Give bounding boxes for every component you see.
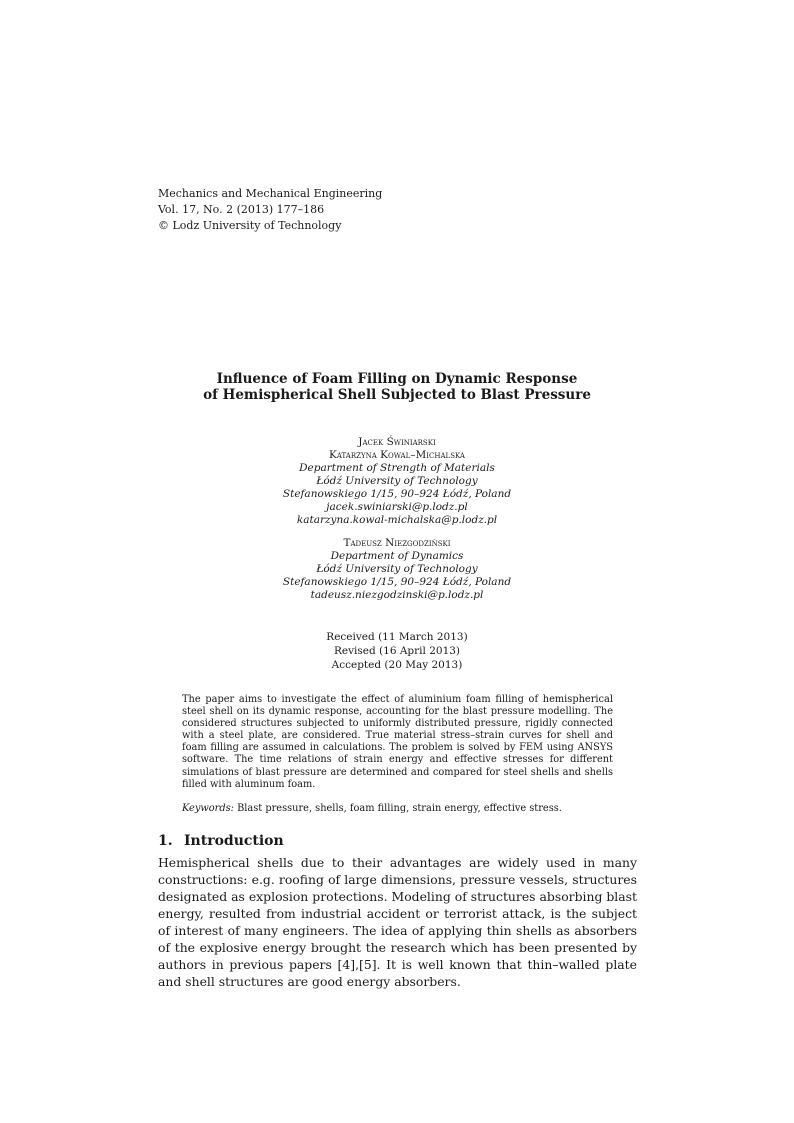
paper-title: [0, 371, 794, 403]
keywords-text: Blast pressure, shells, foam filling, strain energy, effective stress.: [237, 803, 562, 814]
section-number: 1.: [158, 833, 173, 849]
author-university: Łódź University of Technology: [316, 475, 478, 487]
author-department: Department of Strength of Materials: [299, 462, 495, 474]
submission-dates: [0, 630, 794, 672]
author-email: katarzyna.kowal-michalska@p.lodz.pl: [296, 514, 498, 526]
author-address: Stefanowskiego 1/15, 90–924 Łódź, Poland: [282, 488, 512, 500]
author-university: Łódź University of Technology: [316, 563, 478, 575]
revised-date: Revised (16 April 2013): [333, 645, 461, 657]
title-line-1: Influence of Foam Filling on Dynamic Response: [216, 371, 578, 387]
abstract: The paper aims to investigate the effect of aluminium foam filling of hemispherical steel shell on its dynamic response, accounting for the blast pressure modelling. The considered structures subjected to uniformly distributed pressure, rigidly connected with a steel plate, are considered. True material stress–strain curves for shell and foam filling are assumed in calculations. The problem is solved by FEM using ANSYS software. The time relations of strain energy and effective stresses for different simulations of blast pressure are determined and compared for steel shells and shells filled with aluminum foam.: [182, 694, 613, 790]
author-name: Jacek Świniarski: [358, 436, 436, 448]
section-heading: [158, 833, 284, 849]
title-line-2: of Hemispherical Shell Subjected to Blast Pressure: [203, 387, 591, 403]
journal-info: [158, 186, 382, 234]
keywords: [182, 803, 613, 814]
journal-name: Mechanics and Mechanical Engineering: [158, 187, 383, 200]
keywords-label: Keywords:: [182, 803, 234, 814]
author-name: Katarzyna Kowal–Michalska: [329, 449, 465, 461]
author-address: Stefanowskiego 1/15, 90–924 Łódź, Poland: [282, 576, 512, 588]
author-email: tadeusz.niezgodzinski@p.lodz.pl: [310, 589, 484, 601]
author-department: Department of Dynamics: [330, 550, 464, 562]
journal-copyright: © Lodz University of Technology: [158, 219, 342, 232]
author-block: [0, 436, 794, 602]
section-title: Introduction: [184, 833, 284, 849]
introduction-paragraph: Hemispherical shells due to their advantages are widely used in many constructions: e.g. roofing of large dimensions, pressure vessels, structures designated as explosion protections. Modeling of structures absorbing blast energy, resulted from industrial accident or terrorist attack, is the subject of interest of many engineers. The idea of applying thin shells as absorbers of the explosive energy brought the research which has been presented by authors in previous papers [4],[5]. It is well known that thin–walled plate and shell structures are good energy absorbers.: [158, 855, 637, 989]
received-date: Received (11 March 2013): [326, 631, 468, 643]
author-email: jacek.swiniarski@p.lodz.pl: [326, 501, 468, 513]
author-name: Tadeusz Niezgodziński: [343, 537, 451, 549]
journal-volume: Vol. 17, No. 2 (2013) 177–186: [158, 203, 325, 216]
accepted-date: Accepted (20 May 2013): [331, 659, 463, 671]
